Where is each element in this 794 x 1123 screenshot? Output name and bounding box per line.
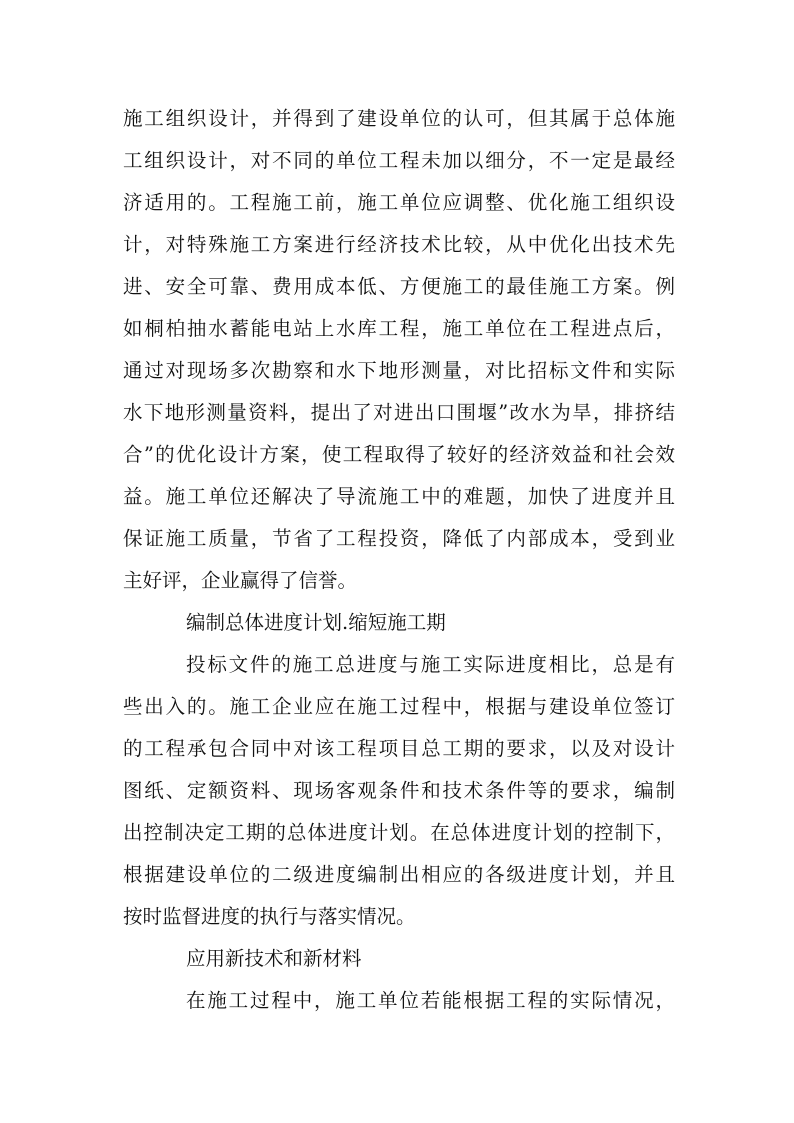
- text-line: 水下地形测量资料，提出了对进出口围堰”改水为旱，排挤结: [123, 401, 675, 424]
- text-line: 通过对现场多次勘察和水下地形测量，对比招标文件和实际: [123, 359, 675, 382]
- text-line: 投标文件的施工总进度与施工实际进度相比，总是有: [186, 653, 675, 676]
- text-line: 进、安全可靠、费用成本低、方便施工的最佳施工方案。例: [123, 275, 675, 298]
- text-line: 在施工过程中，施工单位若能根据工程的实际情况，: [186, 989, 675, 1012]
- text-line: 些出入的。施工企业应在施工过程中，根据与建设单位签订: [123, 695, 675, 718]
- section-heading: 应用新技术和新材料: [186, 947, 362, 970]
- text-line: 合”的优化设计方案，使工程取得了较好的经济效益和社会效: [123, 443, 675, 466]
- text-line: 的工程承包合同中对该工程项目总工期的要求，以及对设计: [123, 737, 675, 760]
- text-line: 保证施工质量，节省了工程投资，降低了内部成本，受到业: [123, 527, 675, 550]
- text-line: 计，对特殊施工方案进行经济技术比较，从中优化出技术先: [123, 233, 675, 256]
- text-line: 施工组织设计，并得到了建设单位的认可，但其属于总体施: [123, 107, 675, 130]
- text-line: 根据建设单位的二级进度编制出相应的各级进度计划，并且: [123, 863, 675, 886]
- section-heading: 编制总体进度计划.缩短施工期: [186, 611, 446, 634]
- text-line: 济适用的。工程施工前，施工单位应调整、优化施工组织设: [123, 191, 675, 214]
- text-line: 出控制决定工期的总体进度计划。在总体进度计划的控制下，: [123, 821, 675, 844]
- text-line: 工组织设计，对不同的单位工程未加以细分，不一定是最经: [123, 149, 675, 172]
- text-line: 主好评，企业赢得了信誉。: [123, 569, 358, 592]
- text-line: 益。施工单位还解决了导流施工中的难题，加快了进度并且: [123, 485, 675, 508]
- text-line: 如桐柏抽水蓄能电站上水库工程，施工单位在工程进点后，: [123, 317, 675, 340]
- text-line: 图纸、定额资料、现场客观条件和技术条件等的要求，编制: [123, 779, 675, 802]
- text-line: 按时监督进度的执行与落实情况。: [123, 905, 416, 928]
